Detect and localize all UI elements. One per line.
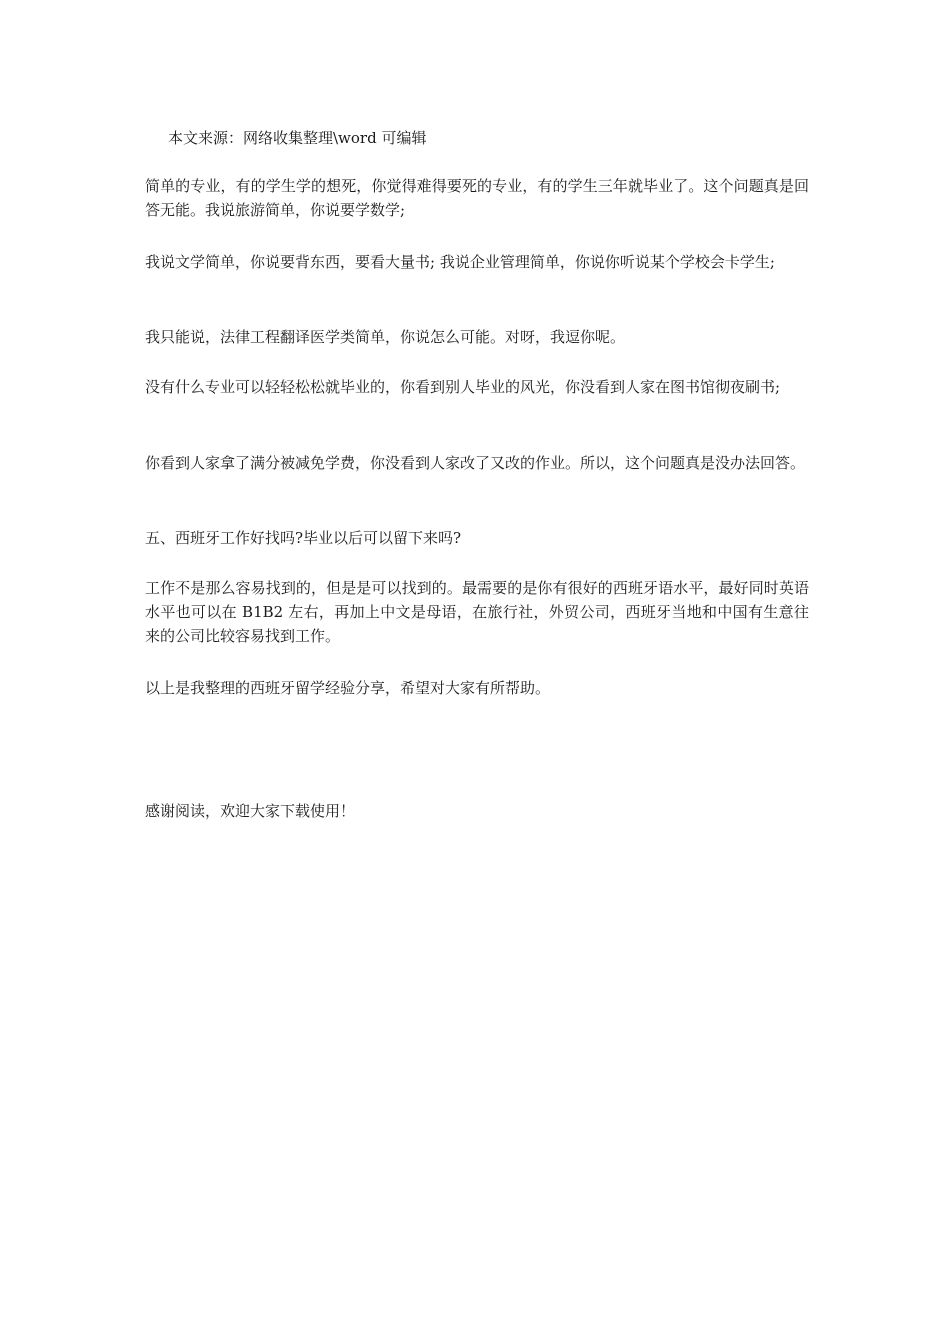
paragraph-jobs: 工作不是那么容易找到的，但是是可以找到的。最需要的是你有很好的西班牙语水平，最好同时英语水平也可以在 B1B2 左右，再加上中文是母语，在旅行社，外贸公司，西班牙当地和中国有生意往来的公司比较容易找到工作。 (145, 579, 809, 645)
closing-line: 感谢阅读，欢迎大家下载使用！ (145, 802, 356, 820)
paragraph-literature: 我说文学简单，你说要背东西，要看大量书; 我说企业管理简单，你说你听说某个学校会卡学生; (145, 253, 775, 271)
paragraph-library: 没有什么专业可以轻轻松松就毕业的，你看到别人毕业的风光，你没看到人家在图书馆彻夜刷书; (145, 378, 781, 396)
paragraph-summary: 以上是我整理的西班牙留学经验分享，希望对大家有所帮助。 (145, 679, 551, 697)
paragraph-scholarship: 你看到人家拿了满分被减免学费，你没看到人家改了又改的作业。所以，这个问题真是没办法回答。 (145, 454, 806, 472)
section-heading-jobs: 五、西班牙工作好找吗?毕业以后可以留下来吗? (145, 529, 462, 547)
source-line: 本文来源：网络收集整理\word 可编辑 (168, 129, 427, 147)
paragraph-joke: 我只能说，法律工程翻译医学类简单，你说怎么可能。对呀，我逗你呢。 (145, 328, 626, 346)
paragraph-difficulty: 简单的专业，有的学生学的想死，你觉得难得要死的专业，有的学生三年就毕业了。这个问题真是回答无能。我说旅游简单，你说要学数学; (145, 177, 809, 219)
